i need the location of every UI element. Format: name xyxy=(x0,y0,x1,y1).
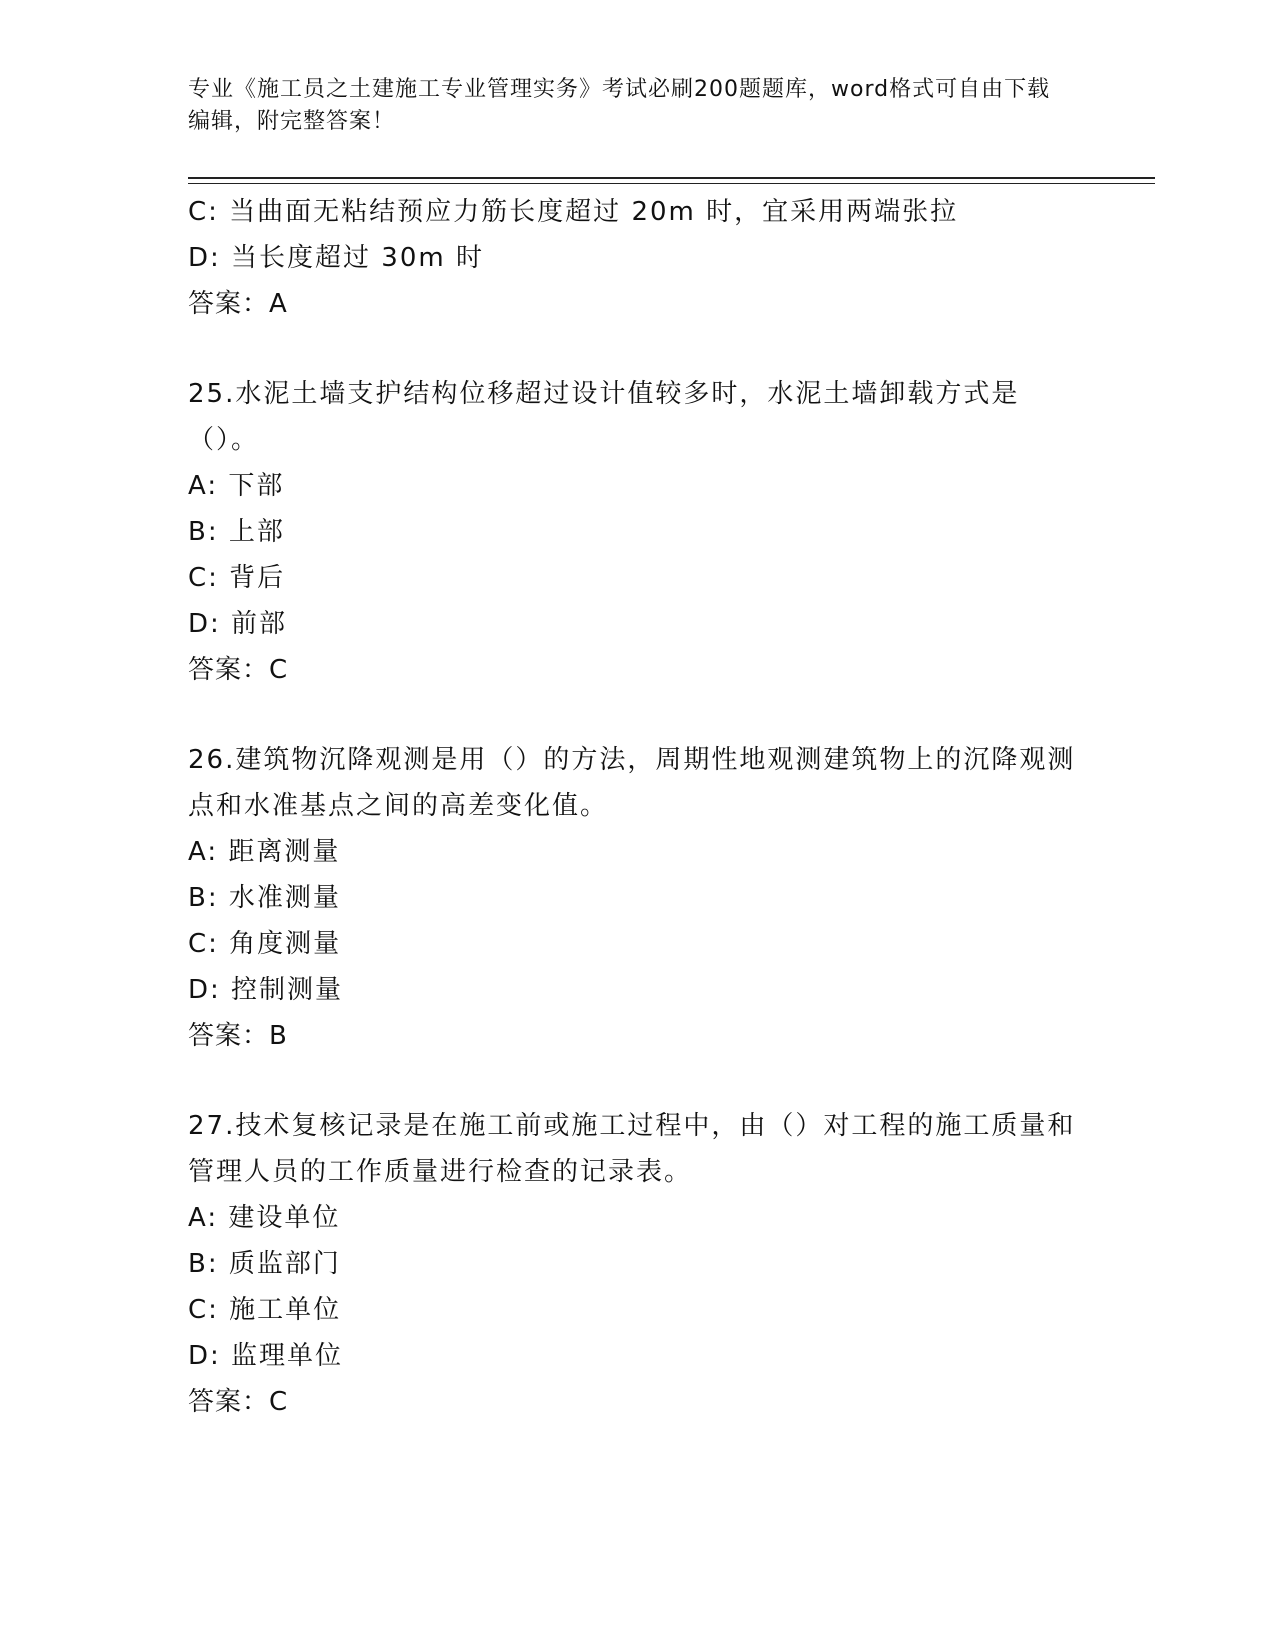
document-body xyxy=(188,189,1088,1425)
option-d: D: 当长度超过 30m 时 xyxy=(188,243,484,273)
option-c: C: 角度测量 xyxy=(188,929,342,959)
question-27 xyxy=(188,1103,1088,1425)
option-a: A: 距离测量 xyxy=(188,837,341,867)
option-a: A: 下部 xyxy=(188,471,285,501)
option-c: C: 背后 xyxy=(188,563,286,593)
option-a: A: 建设单位 xyxy=(188,1203,341,1233)
answer: 答案：B xyxy=(188,1021,288,1051)
option-b: B: 水准测量 xyxy=(188,883,341,913)
answer: 答案：C xyxy=(188,655,289,685)
option-d: D: 监理单位 xyxy=(188,1341,344,1371)
option-d: D: 控制测量 xyxy=(188,975,344,1005)
question-25 xyxy=(188,371,1088,693)
option-b: B: 质监部门 xyxy=(188,1249,341,1279)
option-d: D: 前部 xyxy=(188,609,288,639)
page-header: 专业《施工员之土建施工专业管理实务》考试必刷200题题库，word格式可自由下载编辑，附完整答案！ xyxy=(188,77,1051,134)
header-rule-thin xyxy=(188,183,1155,184)
answer: 答案：C xyxy=(188,1387,289,1417)
question-26 xyxy=(188,737,1088,1059)
question-stem: 26.建筑物沉降观测是用（）的方法，周期性地观测建筑物上的沉降观测点和水准基点之间的高差变化值。 xyxy=(188,745,1076,821)
option-b: B: 上部 xyxy=(188,517,285,547)
option-c: C: 当曲面无粘结预应力筋长度超过 20m 时，宜采用两端张拉 xyxy=(188,197,959,227)
question-stem: 25.水泥土墙支护结构位移超过设计值较多时，水泥土墙卸载方式是（）。 xyxy=(188,379,1020,455)
option-c: C: 施工单位 xyxy=(188,1295,342,1325)
answer: 答案：A xyxy=(188,289,288,319)
question-stem: 27.技术复核记录是在施工前或施工过程中，由（）对工程的施工质量和管理人员的工作质量进行检查的记录表。 xyxy=(188,1111,1076,1187)
header-rule-thick xyxy=(188,177,1155,179)
